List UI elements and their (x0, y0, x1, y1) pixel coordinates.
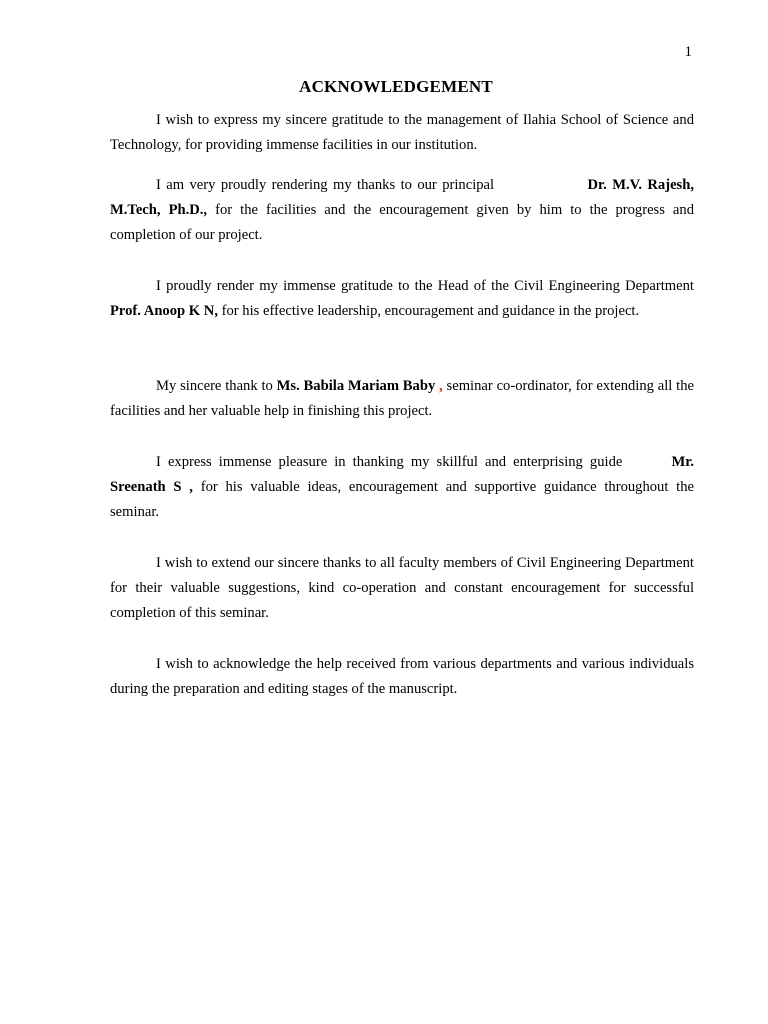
paragraph-text: I express immense pleasure in thanking my skillful and enterprising guide (156, 454, 623, 470)
paragraph-faculty (110, 551, 694, 627)
paragraph-management (110, 108, 694, 158)
paragraph-text: I am very proudly rendering my thanks to our principal (156, 177, 495, 193)
paragraph-text: for his valuable ideas, encouragement and supportive guidance throughout the seminar. (110, 479, 694, 521)
guide-name: Mr. Sreenath S , (110, 454, 695, 496)
paragraph-departments (110, 652, 694, 702)
paragraph-text: for the facilities and the encouragement given by him to the progress and completion of our project. (110, 202, 695, 244)
paragraph-text: I wish to extend our sincere thanks to all faculty members of Civil Engineering Department for their valuable suggestions, kind co-operation and constant encouragement for successful completion of this seminar. (110, 555, 694, 622)
page-title: ACKNOWLEDGEMENT (299, 77, 493, 96)
page-number: 1 (684, 44, 692, 60)
paragraph-principal (110, 173, 694, 249)
paragraph-text: I wish to express my sincere gratitude to the management of Ilahia School of Science and Technology, for providing immense facilities in our institution. (110, 112, 694, 154)
hod-name: Prof. Anoop K N, (110, 303, 218, 320)
paragraph-text: My sincere thank to (156, 378, 277, 394)
paragraph-text: I proudly render my immense gratitude to the Head of the Civil Engineering Department (156, 278, 694, 294)
coordinator-name: Ms. Babila Mariam Baby (276, 378, 436, 394)
paragraph-hod (110, 274, 694, 324)
paragraph-text: for his effective leadership, encouragement and guidance in the project. (217, 303, 640, 320)
red-comma: , (439, 378, 443, 394)
paragraph-text: seminar co-ordinator, for extending all the facilities and her valuable help in finishing this project. (110, 378, 694, 420)
paragraph-coordinator (110, 374, 694, 424)
principal-name: Dr. M.V. Rajesh, M.Tech, Ph.D., (110, 177, 694, 219)
paragraph-guide (110, 450, 694, 526)
paragraph-text: I wish to acknowledge the help received from various departments and various individuals during the preparation and editing stages of the manuscript. (110, 656, 694, 698)
